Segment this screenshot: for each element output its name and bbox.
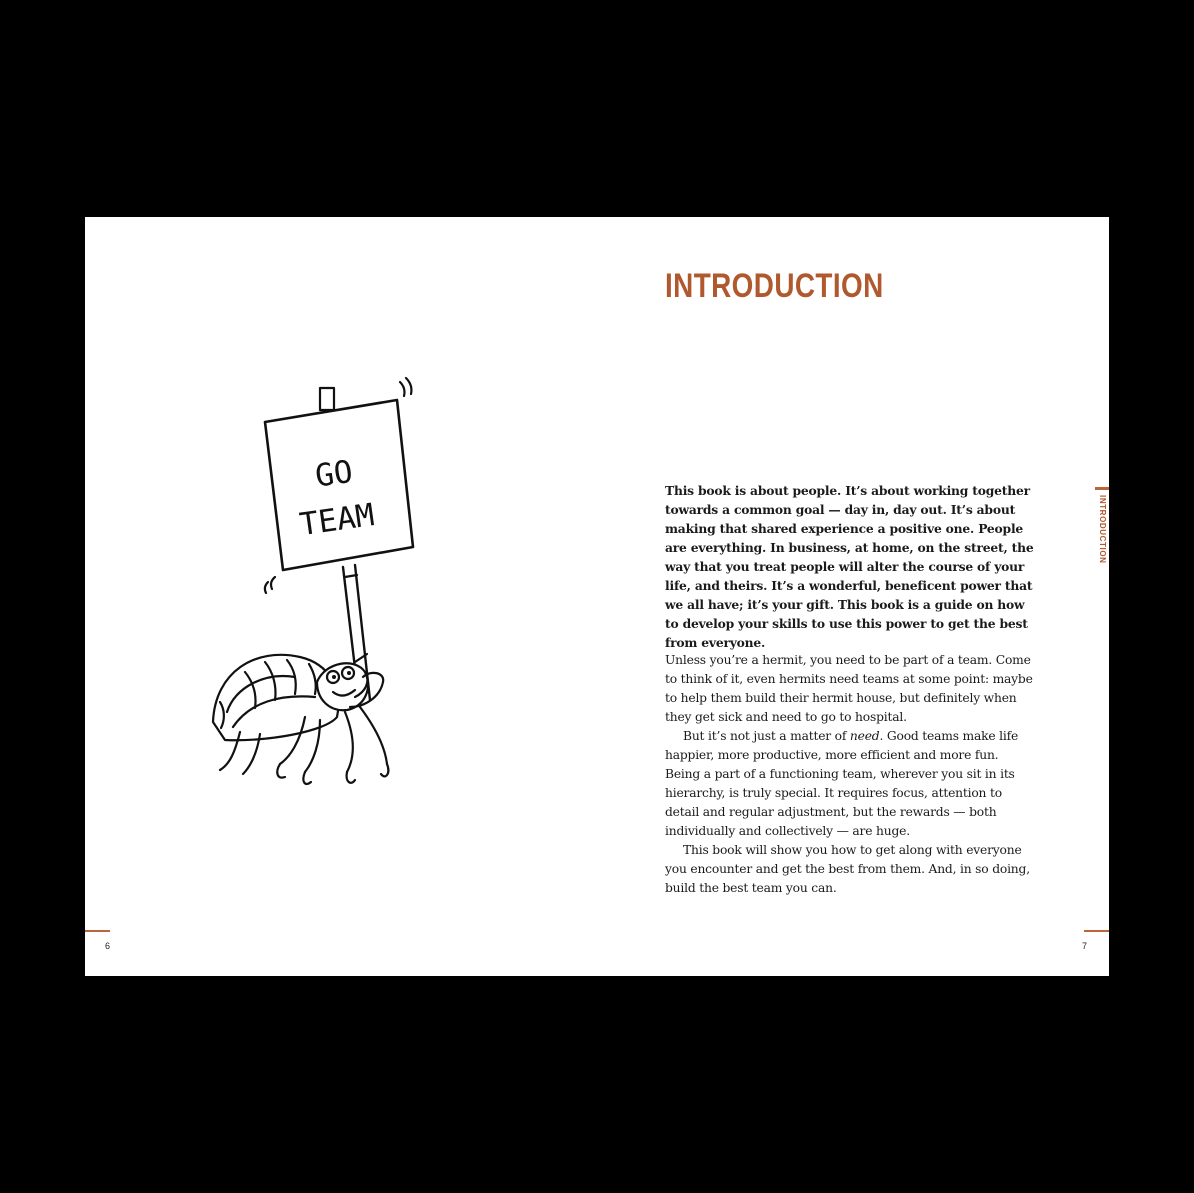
left-folio-rule xyxy=(85,930,110,932)
body-paragraph-1: Unless you’re a hermit, you need to be part of a team. Come to think of it, even hermits need teams at some point: maybe to help them build their hermit house, but definitely when they get sick and need to go to hospital. xyxy=(665,653,1033,724)
side-tab-label: INTRODUCTION xyxy=(1098,495,1107,564)
right-folio-rule xyxy=(1084,930,1109,932)
sign-text-team: TEAM xyxy=(297,497,377,544)
left-page xyxy=(85,217,597,976)
body-paragraph-2 xyxy=(665,727,1037,841)
lead-paragraph: This book is about people. It’s about working together towards a common goal — day in, day out. It’s about making that shared experience a positive one. People are everything. In business, at home, on the street, the way that you treat people will alter the course of your life, and theirs. It’s a wonderful, beneficent power that we all have; it’s your gift. This book is a guide on how to develop your skills to use this power to get the best from everyone. xyxy=(665,483,1034,650)
hermit-crab-go-team-illustration xyxy=(205,372,425,792)
sign-text-go: GO xyxy=(312,453,355,495)
side-tab xyxy=(1095,487,1109,607)
body-text xyxy=(665,651,1037,898)
paragraph-2-end: . Good teams make life happier, more productive, more efficient and more fun. Being a part of a functioning team, wherever you sit in its hierarchy, is truly special. It requires focus, attention to detail and regular adjustment, but the rewards — both individually and collectively — are huge. xyxy=(665,729,1019,838)
body-paragraph-3: This book will show you how to get along with everyone you encounter and get the best from them. And, in so doing, build the best team you can. xyxy=(665,843,1030,895)
side-tab-marker xyxy=(1095,487,1109,490)
page-number-left: 6 xyxy=(105,941,111,951)
paragraph-2-start: But it’s not just a matter of xyxy=(683,729,850,743)
page-number-right: 7 xyxy=(1082,941,1088,951)
book-spread xyxy=(85,217,1109,976)
paragraph-2-emphasis: need xyxy=(849,729,880,743)
chapter-title: INTRODUCTION xyxy=(665,267,884,305)
right-page xyxy=(597,217,1109,976)
